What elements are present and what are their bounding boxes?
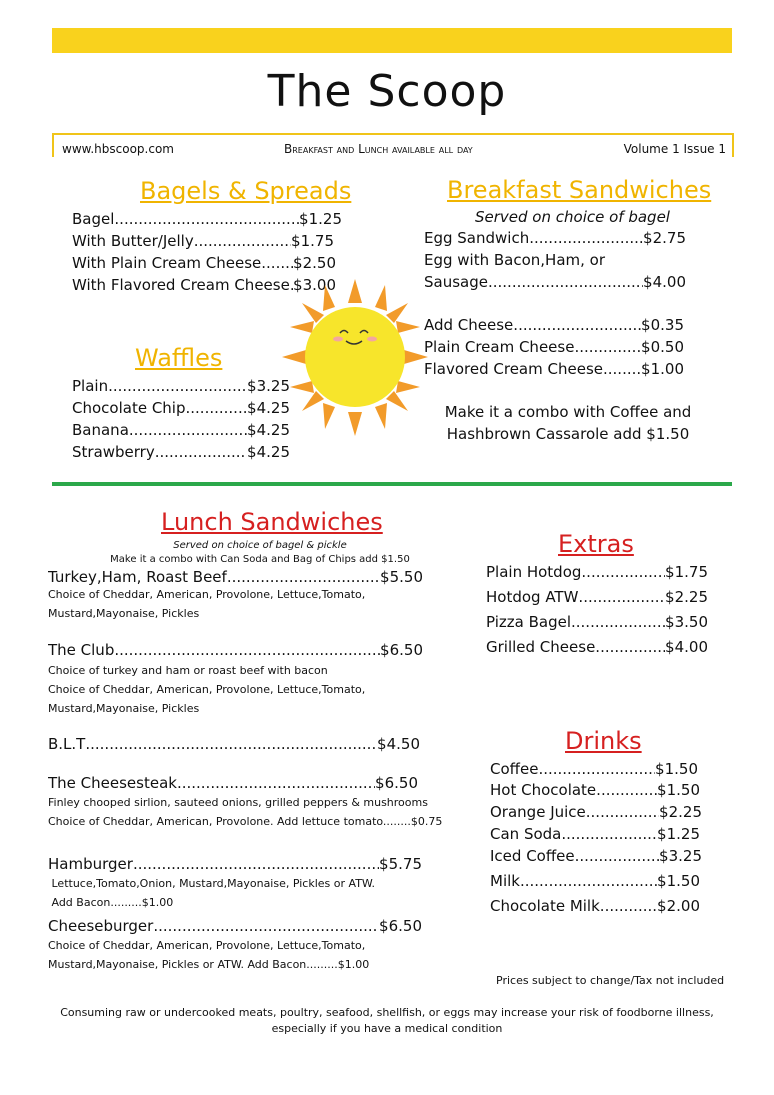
menu-item: Egg with Bacon,Ham, or: [424, 251, 606, 269]
waffles-heading: Waffles: [135, 344, 223, 372]
menu-item: Sausage ..... $4.00: [424, 273, 686, 295]
menu-item: Hotdog ATW ..... $2.25: [486, 588, 708, 613]
menu-item: Plain ..... $3.25: [72, 377, 290, 399]
lunch-subheading: Served on choice of bagel & pickle: [173, 540, 347, 551]
lunch-item-4: Hamburger ..... $5.75 Lettuce,Tomato,Onion, Mustard,Mayonaise, Pickles or ATW. Add Bacon.........$1.00: [48, 855, 422, 915]
item-note: Choice of Cheddar, American, Provolone, Lettuce,Tomato,: [48, 588, 366, 601]
item-note: Mustard,Mayonaise, Pickles: [48, 702, 200, 715]
website-link[interactable]: www.hbscoop.com: [62, 142, 174, 156]
addon-item: Plain Cream Cheese ..... $0.50: [424, 338, 684, 360]
item-note: Lettuce,Tomato,Onion, Mustard,Mayonaise, Pickles or ATW.: [48, 877, 376, 890]
top-yellow-bar: [52, 28, 732, 53]
menu-item: Orange Juice ..... $2.25: [490, 803, 702, 825]
lunch-item-2: B.L.T ..... $4.50: [48, 735, 420, 755]
lunch-combo: Make it a combo with Can Soda and Bag of Chips add $1.50: [110, 554, 410, 565]
menu-item: With Plain Cream Cheese ..... $2.50: [72, 254, 336, 276]
item-note: Mustard,Mayonaise, Pickles or ATW. Add Bacon.........$1.00: [48, 958, 370, 971]
menu-item: Chocolate Chip ..... $4.25: [72, 399, 290, 421]
item-note: Choice of Cheddar, American, Provolone, Lettuce,Tomato,: [48, 939, 366, 952]
extras-list: [486, 563, 708, 663]
menu-item: Strawberry ..... $4.25: [72, 443, 290, 465]
menu-item: Milk ..... $1.50: [490, 872, 700, 897]
drinks-list: [490, 760, 700, 922]
lunch-item-1: The Club ..... $6.50 Choice of turkey and ham or roast beef with bacon Choice of Cheddar, American, Provolone, Lettuce,Tomato, Mustard,Mayonaise, Pickles: [48, 641, 423, 721]
menu-item: Plain Hotdog ..... $1.75: [486, 563, 708, 588]
sun-icon: [280, 275, 430, 440]
menu-item: With Butter/Jelly ..... $1.75: [72, 232, 334, 254]
addon-item: Flavored Cream Cheese ..... $1.00: [424, 360, 684, 382]
breakfast-list: [424, 229, 686, 295]
menu-item: Chocolate Milk ..... $2.00: [490, 897, 700, 922]
waffles-list: [72, 377, 290, 465]
lunch-item-3: The Cheesesteak ..... $6.50 Finley chooped sirlion, sauteed onions, grilled peppers & mushrooms Choice of Cheddar, American, Provolone. Add lettuce tomato........$0.75: [48, 774, 418, 834]
lunch-item-0: Turkey,Ham, Roast Beef ..... $5.50 Choice of Cheddar, American, Provolone, Lettuce,Tomato, Mustard,Mayonaise, Pickles: [48, 568, 423, 626]
menu-item: Bagel ..... $1.25: [72, 210, 342, 232]
item-note: Choice of Cheddar, American, Provolone, Lettuce,Tomato,: [48, 683, 366, 696]
warning-line1: Consuming raw or undercooked meats, poultry, seafood, shellfish, or eggs may increase your risk of foodborne illness,: [60, 1006, 714, 1019]
menu-item: Pizza Bagel ..... $3.50: [486, 613, 708, 638]
menu-item: Iced Coffee ..... $3.25: [490, 847, 702, 872]
menu-item: Banana ..... $4.25: [72, 421, 290, 443]
page-title: The Scoop: [267, 66, 507, 117]
warning-line2: especially if you have a medical condition: [271, 1022, 503, 1035]
menu-item: With Flavored Cream Cheese ..... $3.00: [72, 276, 336, 298]
item-note: Choice of turkey and ham or roast beef with bacon: [48, 664, 328, 677]
item-note: Mustard,Mayonaise, Pickles: [48, 607, 200, 620]
menu-item: Hot Chocolate ..... $1.50: [490, 781, 700, 803]
breakfast-heading: Breakfast Sandwiches: [447, 176, 712, 204]
menu-item: Grilled Cheese ..... $4.00: [486, 638, 708, 663]
breakfast-subheading: Served on choice of bagel: [475, 208, 670, 226]
breakfast-addons: [424, 316, 684, 382]
item-note: Finley chooped sirlion, sauteed onions, grilled peppers & mushrooms: [48, 796, 428, 809]
item-note: Add Bacon.........$1.00: [48, 896, 174, 909]
menu-item: Can Soda ..... $1.25: [490, 825, 700, 847]
breakfast-combo-line2: Hashbrown Cassarole add $1.50: [446, 425, 690, 443]
addon-item: Add Cheese ..... $0.35: [424, 316, 684, 338]
prices-note: Prices subject to change/Tax not included: [496, 974, 725, 987]
section-divider: [52, 482, 732, 486]
extras-heading: Extras: [558, 530, 634, 558]
menu-item: Coffee ..... $1.50: [490, 760, 698, 781]
breakfast-combo-line1: Make it a combo with Coffee and: [444, 403, 692, 421]
menu-item: Egg Sandwich ..... $2.75: [424, 229, 686, 251]
drinks-heading: Drinks: [565, 727, 642, 755]
item-note: Choice of Cheddar, American, Provolone. Add lettuce tomato........$0.75: [48, 815, 443, 828]
issue-label: Volume 1 Issue 1: [623, 142, 726, 156]
info-bar: [52, 133, 734, 157]
lunch-item-5: Cheeseburger ..... $6.50 Choice of Cheddar, American, Provolone, Lettuce,Tomato, Mustard,Mayonaise, Pickles or ATW. Add Bacon.........$1.00: [48, 917, 422, 977]
tagline: Breakfast and Lunch available all day: [284, 142, 473, 156]
bagels-heading: Bagels & Spreads: [140, 177, 352, 205]
lunch-heading: Lunch Sandwiches: [161, 508, 383, 536]
